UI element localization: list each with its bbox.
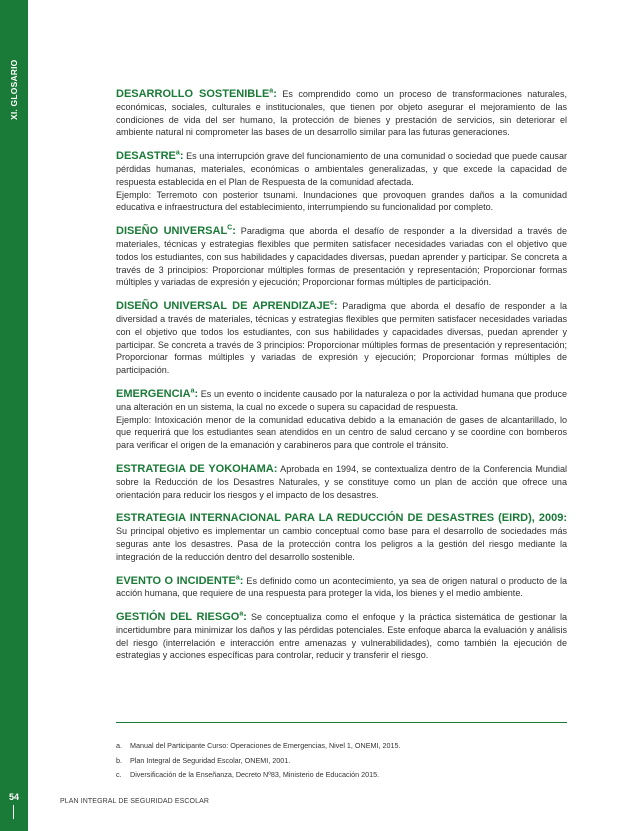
entry-term: DISEÑO $UNIVERSAL^C$: <box>116 224 236 238</box>
page-number-rule <box>13 805 14 819</box>
entry-term: EVENTO O INCIDENTE$^a$: <box>116 573 244 587</box>
entry-definition: Es comprendido como un proceso de transformaciones naturales, económicas, sociales, culturales e institucionales, que tienen por objeto asegurar el mejoramiento de las condiciones de vida del ser humano, la protección de bienes y prestación de servicios, sin deteriorar el ambiente natural ni comprometer las bases de un desarrollo similar para las futuras generaciones. <box>116 89 567 138</box>
glossary-entry <box>116 88 567 139</box>
glossary-entry <box>116 300 567 377</box>
entry-example: Ejemplo: Intoxicación menor de la comunidad educativa debido a la emanación de gases de alcantarillado, lo que requerirá que los estudiantes sean atendidos en un centro de salud cercano y se coordine con bomberos para verificar el origen de la emanación y carabineros para que controle el tránsito. <box>116 414 567 451</box>
entry-definition: Es una interrupción grave del funcionamiento de una comunidad o sociedad que puede causar pérdidas humanas, materiales, económicas o ambientales generalizadas, y que excede la capacidad de respuesta establecida en el Plan de Respuesta de la comunidad afectada. <box>116 151 567 187</box>
entry-definition: Su principal objetivo es implementar un cambio conceptual como base para el desarrollo de sociedades más seguras ante los desastres. Pasa de la protección contra los peligros a la gestión del riesgo mediante la integración de la reducción dentro del desarrollo sostenible. <box>116 526 567 562</box>
entry-term: DESASTRE$^a$: <box>116 149 184 163</box>
entry-definition: Paradigma que aborda el desafío de responder a la diversidad a través de materiales, técnicas y estrategias flexibles que permiten satisfacer necesidades variadas con el objetivo que todos los estudiantes, con sus habilidades y capacidades diversas, puedan aprender y participar. Se concreta a través de 3 principios: Proporcionar múltiples formas de presentación y representación; Proporcionar formas múltiples y variadas de expresión y ejecución; Proporcionar formas múltiples de participación. <box>116 301 567 376</box>
footnotes <box>116 739 567 783</box>
entry-definition: Aprobada en 1994, se contextualiza dentro de la Conferencia Mundial sobre la Reducción de los Desastres Naturales, y se constituye como un plan de acción que ofrece una orientación para reducir los riesgos y el impacto de los desastres. <box>116 463 567 500</box>
entry-definition: Es un evento o incidente causado por la naturaleza o por la actividad humana que produce una alteración en un sistema, la cual no excede o supera su capacidad de respuesta. <box>116 388 567 412</box>
glossary-entry <box>116 463 567 501</box>
entry-term: ESTRATEGIA DE YOKOHAMA: <box>116 462 278 475</box>
entry-definition: Es definido como un acontecimiento, ya sea de origen natural o producto de la acción humana, que requiere de una respuesta para proteger la vida, los bienes y el medio ambiente. <box>116 575 568 599</box>
footnote: c. Diversificación de la Enseñanza, Decreto Nº83, Ministerio de Educación 2015. <box>116 770 380 779</box>
glossary-entry <box>116 225 567 289</box>
entry-term: GESTIÓN DEL RIESGO$^a$: <box>116 610 247 624</box>
section-title: XI. GLOSARIO <box>9 59 19 120</box>
page-number: 54 <box>8 792 19 802</box>
footnote: a. Manual del Participante Curso: Operaciones de Emergencias, Nivel 1, ONEMI, 2015. <box>116 741 401 750</box>
entry-definition: Paradigma que aborda el desafío de responder a la diversidad a través de materiales, técnicas y estrategias flexibles que permiten satisfacer necesidades variadas con el objetivo que todos los estudiantes, con sus habilidades y capacidades diversas, puedan aprender y participar. Se concreta a través de 3 principios: Proporcionar múltiples formas de presentación y representación; Proporcionar formas múltiples y variadas de expresión y ejecución; Proporcionar formas múltiples de participación. <box>116 226 568 288</box>
footnote-divider <box>116 722 567 723</box>
glossary-entry <box>116 388 567 452</box>
entry-term: EMERGENCIA$^a$: <box>116 387 199 400</box>
entry-example: Ejemplo: Terremoto con posterior tsunami. Inundaciones que provoquen grandes daños a la comunidad educativa e infraestructura del establecimiento, interrumpiendo su funcionalidad por completo. <box>116 189 567 213</box>
footer-title: PLAN INTEGRAL DE SEGURIDAD ESCOLAR <box>60 798 210 805</box>
glossary-content <box>116 88 567 673</box>
glossary-entry <box>116 611 567 662</box>
entry-definition: Se conceptualiza como el enfoque y la práctica sistemática de gestionar la incertidumbre para minimizar los daños y las pérdidas potenciales. Este enfoque abarca la evaluación y análisis del riesgo (interrelación e interacción entre amenazas y vulnerabilidades), como también la ejecución de estrategias y acciones específicas para controlar, reducir y transferir el riesgo. <box>116 612 567 661</box>
entry-term: DISEÑO UNIVERSAL DE APRENDIZAJE$^c$: <box>116 299 338 313</box>
entry-term: DESARROLLO SOSTENIBLE$^a$: <box>116 87 277 100</box>
glossary-entry <box>116 575 567 601</box>
glossary-entry <box>116 512 567 563</box>
entry-term: ESTRATEGIA INTERNACIONAL PARA LA REDUCCIÓN DE DESASTRES (EIRD), 2009: <box>116 512 567 525</box>
glossary-entry <box>116 150 567 214</box>
sidebar <box>0 0 28 831</box>
footnote: b. Plan Integral de Seguridad Escolar, ONEMI, 2001. <box>116 755 291 765</box>
